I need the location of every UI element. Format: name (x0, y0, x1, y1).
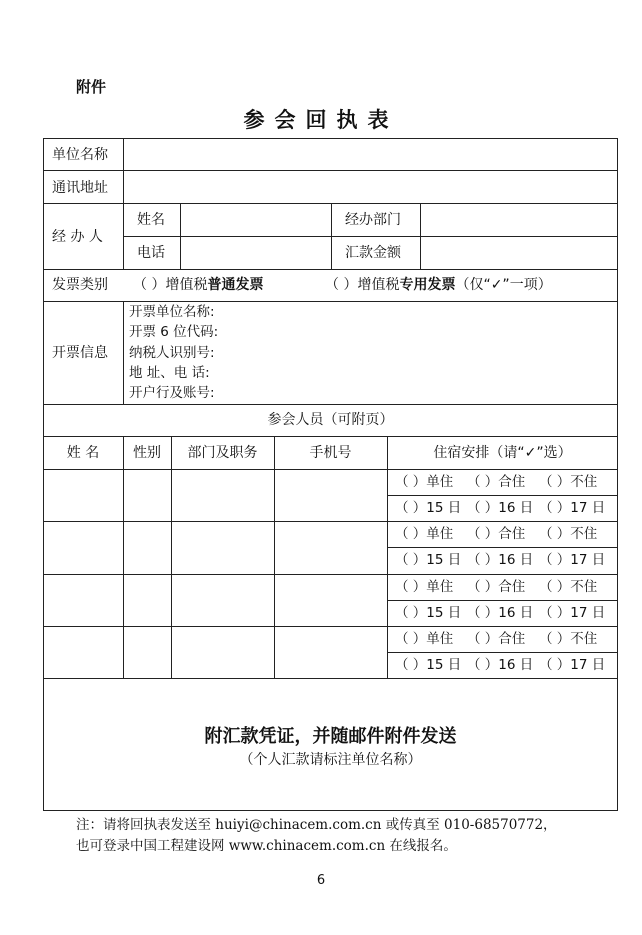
page-number: 6 (316, 873, 326, 888)
remittance-subnote: （个人汇款请标注单位名称） (239, 752, 422, 768)
option-day-15[interactable]: （ ）15 日 (395, 500, 462, 516)
option-day-17[interactable]: （ ）17 日 (539, 500, 606, 516)
footer-note-line2: 也可登录中国工程建设网 www.chinacem.com.cn 在线报名。 (76, 838, 457, 854)
invoice-option-special[interactable] (325, 277, 552, 293)
option-shared[interactable]: （ ）合住 (467, 526, 526, 542)
option-shared[interactable]: （ ）合住 (467, 579, 526, 595)
invoice-option-special-suffix: （仅“✓”一项） (455, 277, 552, 293)
option-day-16[interactable]: （ ）16 日 (467, 657, 534, 673)
col-accommodation: 住宿安排（请“✓”选） (433, 445, 572, 461)
billing-info-label: 开票信息 (52, 345, 108, 361)
amount-label: 汇款金额 (345, 245, 401, 261)
option-single[interactable]: （ ）单住 (395, 631, 454, 647)
option-shared[interactable]: （ ）合住 (467, 474, 526, 490)
col-mobile: 手机号 (309, 445, 352, 461)
option-day-16[interactable]: （ ）16 日 (467, 500, 534, 516)
option-day-15[interactable]: （ ）15 日 (395, 552, 462, 568)
option-day-17[interactable]: （ ）17 日 (539, 657, 606, 673)
footer-note-line1: 注：请将回执表发送至 huiyi@chinacem.com.cn 或传真至 010-68570772， (76, 817, 557, 833)
billing-line: 开户行及账号: (129, 385, 215, 401)
invoice-option-special-bold: 专用发票 (399, 277, 456, 293)
billing-line: 开票单位名称: (129, 304, 215, 320)
invoice-option-general-prefix: （ ）增值税 (133, 277, 208, 293)
option-day-17[interactable]: （ ）17 日 (539, 605, 606, 621)
option-none[interactable]: （ ）不住 (539, 474, 598, 490)
phone-label: 电话 (137, 245, 165, 261)
billing-line: 开票 6 位代码: (129, 324, 219, 340)
remittance-notice: 附汇款凭证，并随邮件附件发送 (204, 726, 457, 747)
billing-line: 纳税人识别号: (129, 345, 215, 361)
option-single[interactable]: （ ）单住 (395, 526, 454, 542)
option-single[interactable]: （ ）单住 (395, 579, 454, 595)
attachment-label: 附件 (76, 78, 107, 96)
option-day-16[interactable]: （ ）16 日 (467, 605, 534, 621)
option-none[interactable]: （ ）不住 (539, 631, 598, 647)
option-day-15[interactable]: （ ）15 日 (395, 657, 462, 673)
option-single[interactable]: （ ）单住 (395, 474, 454, 490)
col-gender: 性别 (133, 445, 161, 461)
col-name: 姓 名 (66, 445, 100, 461)
billing-line: 地 址、电 话: (129, 365, 210, 381)
name-label: 姓名 (137, 212, 165, 228)
dept-label: 经办部门 (345, 212, 401, 228)
handler-label: 经 办 人 (52, 229, 103, 245)
attendees-section-title: 参会人员（可附页） (267, 412, 394, 428)
option-none[interactable]: （ ）不住 (539, 579, 598, 595)
invoice-option-special-prefix: （ ）增值税 (325, 277, 400, 293)
invoice-type-label: 发票类别 (52, 277, 108, 293)
option-day-16[interactable]: （ ）16 日 (467, 552, 534, 568)
option-day-15[interactable]: （ ）15 日 (395, 605, 462, 621)
invoice-option-general[interactable] (133, 277, 263, 293)
option-none[interactable]: （ ）不住 (539, 526, 598, 542)
unit-name-label: 单位名称 (52, 147, 108, 163)
option-shared[interactable]: （ ）合住 (467, 631, 526, 647)
col-dept-title: 部门及职务 (187, 445, 258, 461)
address-label: 通讯地址 (52, 180, 108, 196)
invoice-option-general-bold: 普通发票 (207, 277, 264, 293)
option-day-17[interactable]: （ ）17 日 (539, 552, 606, 568)
page-title: 参会回执表 (243, 107, 399, 132)
